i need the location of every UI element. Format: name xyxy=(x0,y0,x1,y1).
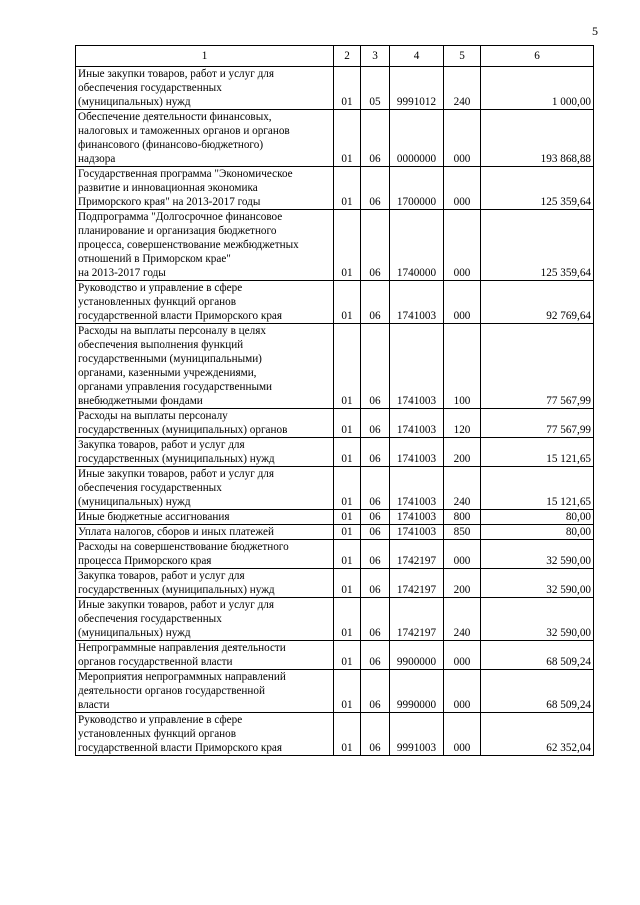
target-article-cell: 9990000 xyxy=(390,670,444,713)
amount-cell: 15 121,65 xyxy=(481,467,594,510)
row-name-line: власти xyxy=(78,699,110,711)
section-code-cell: 01 xyxy=(334,210,361,281)
target-article-cell: 1741003 xyxy=(390,510,444,525)
amount-cell: 1 000,00 xyxy=(481,67,594,110)
target-article-cell: 1741003 xyxy=(390,281,444,324)
section-code-cell: 01 xyxy=(334,598,361,641)
row-name-cell xyxy=(76,324,334,409)
section-code-cell: 01 xyxy=(334,167,361,210)
expense-type-cell: 000 xyxy=(444,167,481,210)
target-article-cell: 1742197 xyxy=(390,569,444,598)
target-article-cell: 1741003 xyxy=(390,324,444,409)
row-name-line: надзора xyxy=(78,153,116,165)
amount-cell: 80,00 xyxy=(481,510,594,525)
row-name-cell xyxy=(76,110,334,167)
target-article-cell: 9900000 xyxy=(390,641,444,670)
row-name-line: Иные закупки товаров, работ и услуг для xyxy=(78,599,275,611)
table-row xyxy=(76,713,594,756)
expense-type-cell: 000 xyxy=(444,110,481,167)
subsection-code-cell: 06 xyxy=(361,641,390,670)
target-article-cell: 9991003 xyxy=(390,713,444,756)
expense-type-cell: 100 xyxy=(444,324,481,409)
row-name-line: Расходы на выплаты персоналу в целях xyxy=(78,325,266,337)
row-name-line: Иные бюджетные ассигнования xyxy=(78,511,230,523)
row-name-line: на 2013-2017 годы xyxy=(78,267,166,279)
section-code-cell: 01 xyxy=(334,324,361,409)
header-cell: 2 xyxy=(334,46,361,67)
row-name-line: Подпрограмма "Долгосрочное финансовое xyxy=(78,211,283,223)
expense-type-cell: 800 xyxy=(444,510,481,525)
expense-type-cell: 000 xyxy=(444,281,481,324)
amount-cell: 68 509,24 xyxy=(481,670,594,713)
target-article-cell: 9991012 xyxy=(390,67,444,110)
section-code-cell: 01 xyxy=(334,110,361,167)
row-name-line: (муниципальных) нужд xyxy=(78,96,191,108)
header-cell: 5 xyxy=(444,46,481,67)
row-name-line: обеспечения выполнения функций xyxy=(78,339,244,351)
header-row xyxy=(76,46,594,67)
row-name-line: государственных (муниципальных) нужд xyxy=(78,584,275,596)
table-row xyxy=(76,510,594,525)
subsection-code-cell: 06 xyxy=(361,409,390,438)
table-row xyxy=(76,525,594,540)
row-name-cell xyxy=(76,467,334,510)
row-name-line: Государственная программа "Экономическое xyxy=(78,168,293,180)
table-row xyxy=(76,281,594,324)
section-code-cell: 01 xyxy=(334,510,361,525)
section-code-cell: 01 xyxy=(334,438,361,467)
table-row xyxy=(76,324,594,409)
subsection-code-cell: 06 xyxy=(361,510,390,525)
row-name-line: Руководство и управление в сфере xyxy=(78,282,243,294)
amount-cell: 125 359,64 xyxy=(481,167,594,210)
page-number: 5 xyxy=(592,24,598,38)
row-name-line: Руководство и управление в сфере xyxy=(78,714,243,726)
section-code-cell: 01 xyxy=(334,281,361,324)
table-row xyxy=(76,598,594,641)
row-name-cell xyxy=(76,281,334,324)
subsection-code-cell: 06 xyxy=(361,324,390,409)
budget-table xyxy=(75,45,594,756)
amount-cell: 32 590,00 xyxy=(481,598,594,641)
target-article-cell: 1741003 xyxy=(390,525,444,540)
section-code-cell: 01 xyxy=(334,713,361,756)
row-name-cell xyxy=(76,713,334,756)
expense-type-cell: 240 xyxy=(444,467,481,510)
table-body xyxy=(76,67,594,756)
target-article-cell: 1741003 xyxy=(390,467,444,510)
row-name-line: (муниципальных) нужд xyxy=(78,627,191,639)
table-row xyxy=(76,670,594,713)
expense-type-cell: 000 xyxy=(444,210,481,281)
target-article-cell: 1741003 xyxy=(390,409,444,438)
row-name-cell xyxy=(76,670,334,713)
row-name-line: Расходы на совершенствование бюджетного xyxy=(78,541,289,553)
row-name-line: Мероприятия непрограммных направлений xyxy=(78,671,286,683)
amount-cell: 32 590,00 xyxy=(481,540,594,569)
table-row xyxy=(76,167,594,210)
row-name-line: органами управления государственными xyxy=(78,381,273,393)
target-article-cell: 1700000 xyxy=(390,167,444,210)
subsection-code-cell: 06 xyxy=(361,210,390,281)
header-cell: 6 xyxy=(481,46,594,67)
row-name-line: процесса Приморского края xyxy=(78,555,212,567)
row-name-line: Обеспечение деятельности финансовых, xyxy=(78,111,272,123)
row-name-line: государственной власти Приморского края xyxy=(78,310,283,322)
row-name-line: государственной власти Приморского края xyxy=(78,742,283,754)
subsection-code-cell: 06 xyxy=(361,670,390,713)
row-name-line: отношений в Приморском крае" xyxy=(78,253,231,265)
row-name-cell xyxy=(76,67,334,110)
section-code-cell: 01 xyxy=(334,641,361,670)
expense-type-cell: 200 xyxy=(444,569,481,598)
subsection-code-cell: 06 xyxy=(361,438,390,467)
table-row xyxy=(76,467,594,510)
target-article-cell: 1742197 xyxy=(390,598,444,641)
subsection-code-cell: 06 xyxy=(361,281,390,324)
row-name-line: Непрограммные направления деятельности xyxy=(78,642,286,654)
row-name-line: органов государственной власти xyxy=(78,656,233,668)
header-cell: 1 xyxy=(76,46,334,67)
section-code-cell: 01 xyxy=(334,409,361,438)
amount-cell: 68 509,24 xyxy=(481,641,594,670)
row-name-line: Приморского края" на 2013-2017 годы xyxy=(78,196,261,208)
expense-type-cell: 000 xyxy=(444,713,481,756)
table-row xyxy=(76,409,594,438)
row-name-line: обеспечения государственных xyxy=(78,82,222,94)
row-name-line: государственных (муниципальных) нужд xyxy=(78,453,275,465)
subsection-code-cell: 06 xyxy=(361,540,390,569)
table-row xyxy=(76,438,594,467)
table-row xyxy=(76,569,594,598)
expense-type-cell: 000 xyxy=(444,670,481,713)
row-name-line: Иные закупки товаров, работ и услуг для xyxy=(78,468,275,480)
row-name-line: развитие и инновационная экономика xyxy=(78,182,258,194)
header-cell: 4 xyxy=(390,46,444,67)
expense-type-cell: 240 xyxy=(444,598,481,641)
table-row xyxy=(76,110,594,167)
section-code-cell: 01 xyxy=(334,525,361,540)
row-name-line: обеспечения государственных xyxy=(78,613,222,625)
expense-type-cell: 200 xyxy=(444,438,481,467)
subsection-code-cell: 06 xyxy=(361,598,390,641)
row-name-line: Расходы на выплаты персоналу xyxy=(78,410,228,422)
amount-cell: 77 567,99 xyxy=(481,409,594,438)
amount-cell: 77 567,99 xyxy=(481,324,594,409)
subsection-code-cell: 06 xyxy=(361,569,390,598)
expense-type-cell: 240 xyxy=(444,67,481,110)
subsection-code-cell: 06 xyxy=(361,110,390,167)
row-name-line: (муниципальных) нужд xyxy=(78,496,191,508)
amount-cell: 80,00 xyxy=(481,525,594,540)
section-code-cell: 01 xyxy=(334,540,361,569)
amount-cell: 125 359,64 xyxy=(481,210,594,281)
row-name-line: Уплата налогов, сборов и иных платежей xyxy=(78,526,274,538)
row-name-line: государственных (муниципальных) органов xyxy=(78,424,288,436)
row-name-line: финансового (финансово-бюджетного) xyxy=(78,139,264,151)
row-name-line: установленных функций органов xyxy=(78,296,237,308)
row-name-cell xyxy=(76,641,334,670)
amount-cell: 15 121,65 xyxy=(481,438,594,467)
amount-cell: 62 352,04 xyxy=(481,713,594,756)
subsection-code-cell: 06 xyxy=(361,525,390,540)
section-code-cell: 01 xyxy=(334,67,361,110)
row-name-cell xyxy=(76,167,334,210)
row-name-cell xyxy=(76,598,334,641)
expense-type-cell: 850 xyxy=(444,525,481,540)
target-article-cell: 1740000 xyxy=(390,210,444,281)
target-article-cell: 1741003 xyxy=(390,438,444,467)
row-name-line: деятельности органов государственной xyxy=(78,685,265,697)
section-code-cell: 01 xyxy=(334,467,361,510)
section-code-cell: 01 xyxy=(334,670,361,713)
expense-type-cell: 120 xyxy=(444,409,481,438)
row-name-cell xyxy=(76,438,334,467)
row-name-cell xyxy=(76,409,334,438)
table-row xyxy=(76,641,594,670)
row-name-line: Закупка товаров, работ и услуг для xyxy=(78,570,245,582)
row-name-line: Иные закупки товаров, работ и услуг для xyxy=(78,68,275,80)
row-name-line: органами, казенными учреждениями, xyxy=(78,367,257,379)
row-name-cell xyxy=(76,525,334,540)
subsection-code-cell: 06 xyxy=(361,467,390,510)
target-article-cell: 0000000 xyxy=(390,110,444,167)
target-article-cell: 1742197 xyxy=(390,540,444,569)
row-name-line: государственными (муниципальными) xyxy=(78,353,262,365)
row-name-line: обеспечения государственных xyxy=(78,482,222,494)
row-name-cell xyxy=(76,540,334,569)
row-name-cell xyxy=(76,210,334,281)
subsection-code-cell: 06 xyxy=(361,713,390,756)
subsection-code-cell: 05 xyxy=(361,67,390,110)
expense-type-cell: 000 xyxy=(444,540,481,569)
row-name-line: внебюджетными фондами xyxy=(78,395,203,407)
table-row xyxy=(76,67,594,110)
row-name-line: Закупка товаров, работ и услуг для xyxy=(78,439,245,451)
amount-cell: 32 590,00 xyxy=(481,569,594,598)
row-name-cell xyxy=(76,569,334,598)
section-code-cell: 01 xyxy=(334,569,361,598)
subsection-code-cell: 06 xyxy=(361,167,390,210)
table-row xyxy=(76,210,594,281)
amount-cell: 92 769,64 xyxy=(481,281,594,324)
header-cell: 3 xyxy=(361,46,390,67)
row-name-line: налоговых и таможенных органов и органов xyxy=(78,125,290,137)
table-row xyxy=(76,540,594,569)
expense-type-cell: 000 xyxy=(444,641,481,670)
row-name-line: процесса, совершенствование межбюджетных xyxy=(78,239,299,251)
amount-cell: 193 868,88 xyxy=(481,110,594,167)
row-name-line: установленных функций органов xyxy=(78,728,237,740)
row-name-line: планирование и организация бюджетного xyxy=(78,225,277,237)
row-name-cell xyxy=(76,510,334,525)
